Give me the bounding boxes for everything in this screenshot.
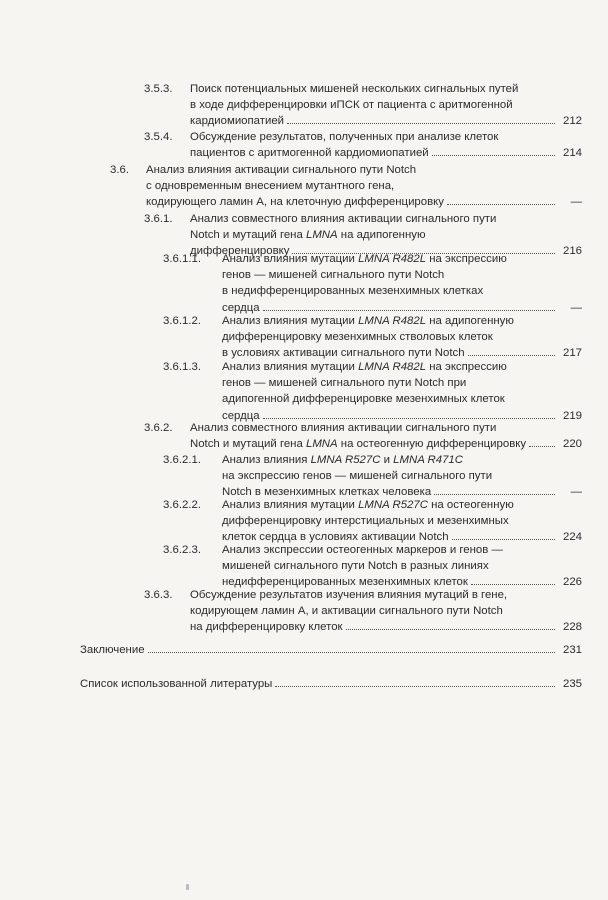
toc-number: 3.6.1.3. xyxy=(163,361,201,373)
toc-page-number: — xyxy=(570,196,582,209)
gene-name: LMNA xyxy=(305,229,338,242)
toc-number: 3.6.2.3. xyxy=(163,544,201,556)
toc-entry-3-6 xyxy=(110,162,582,211)
toc-text-line: дифференцировку интерстициальных и мезенхимных xyxy=(222,515,509,528)
toc-text-line: с одновременным внесением мутантного гена, xyxy=(146,180,395,193)
dot-leader xyxy=(287,123,555,124)
toc-number: 3.6.2.2. xyxy=(163,499,201,511)
gene-name: LMNA xyxy=(305,438,338,451)
toc-number: 3.6.1.1. xyxy=(163,253,201,265)
toc-text-line: Анализ совместного влияния активации сигнального пути xyxy=(190,213,497,225)
toc-number: 3.6.1.2. xyxy=(163,315,201,327)
toc-text-line: на остеогенную дифференцировку xyxy=(337,438,527,451)
dot-leader xyxy=(529,446,555,447)
toc-text-line: Поиск потенциальных мишеней нескольких сигнальных путей xyxy=(190,83,519,95)
dot-leader xyxy=(434,494,555,495)
toc-text-line: на экспрессию xyxy=(426,361,507,373)
dot-leader xyxy=(432,155,555,156)
toc-text-line: Notch и мутаций гена xyxy=(190,229,306,242)
toc-text-line: генов — мишеней сигнального пути Notch при xyxy=(222,377,467,390)
toc-entry-3-5-3 xyxy=(144,81,582,130)
toc-text-line: Анализ влияния активации сигнального пути Notch xyxy=(146,164,417,176)
toc-text-line: пациентов с аритмогенной кардиомиопатией xyxy=(190,147,429,160)
toc-text-line: мишеней сигнального пути Notch в разных линиях xyxy=(222,560,489,573)
toc-text-line: Список использованной литературы xyxy=(80,678,273,690)
toc-text-line: на экспрессию xyxy=(426,253,507,265)
toc-text-line: сердца xyxy=(222,301,260,314)
toc-entry-3-6-1-1 xyxy=(163,251,582,316)
toc-text-line: адипогенной дифференцировке мезенхимных клеток xyxy=(222,393,505,406)
toc-text-line: Заключение xyxy=(80,644,145,656)
toc-text-line: в ходе дифференцировки иПСК от пациента с аритмогенной xyxy=(190,99,513,112)
toc-page-number: 224 xyxy=(562,531,582,544)
toc-text-line: в условиях активации сигнального пути Notch xyxy=(222,347,465,360)
toc-text-line: генов — мишеней сигнального пути Notch xyxy=(222,269,445,282)
dot-leader xyxy=(452,539,555,540)
dot-leader xyxy=(263,418,555,419)
toc-text-line: Анализ экспрессии остеогенных маркеров и генов — xyxy=(222,544,503,556)
toc-text-line: Notch в мезенхимных клетках человека xyxy=(222,486,432,499)
toc-number: 3.6.2. xyxy=(144,422,173,434)
toc-text-line: Анализ влияния мутации xyxy=(222,253,359,265)
toc-page-number: 212 xyxy=(562,115,582,128)
toc-text-line: кодирующего ламин А, на клеточную дифференцировку xyxy=(146,196,444,209)
dot-leader xyxy=(148,652,555,653)
gene-name: LMNA R471C xyxy=(393,454,463,466)
gene-name: LMNA R527C xyxy=(310,454,381,466)
toc-number: 3.5.3. xyxy=(144,83,173,95)
toc-text-line: на адипогенную xyxy=(426,315,514,327)
gene-name: LMNA R482L xyxy=(358,315,427,327)
toc-text-line: на остеогенную xyxy=(427,499,514,511)
toc-entry-3-6-2-2 xyxy=(163,497,582,546)
dot-leader xyxy=(468,355,555,356)
toc-text-line: дифференцировку мезенхимных стволовых клеток xyxy=(222,331,493,344)
toc-text-line: на дифференцировку клеток xyxy=(190,621,343,634)
gene-name: LMNA R527C xyxy=(358,499,428,511)
toc-entry-3-6-2 xyxy=(144,420,582,452)
dot-leader xyxy=(275,686,555,687)
toc-page-number: 226 xyxy=(562,576,582,589)
dot-leader xyxy=(346,629,555,630)
toc-text-line: Обсуждение результатов, полученных при анализе клеток xyxy=(190,131,499,143)
toc-page-number: 214 xyxy=(562,147,582,160)
toc-text-line: кодирующем ламин А, и активации сигнального пути Notch xyxy=(190,605,503,618)
toc-number: 3.6.1. xyxy=(144,213,173,225)
toc-page-number: 219 xyxy=(562,409,582,422)
toc-text-line: на экспрессию генов — мишеней сигнального пути xyxy=(222,470,493,483)
print-speck xyxy=(186,884,189,890)
toc-entry-3-6-2-3 xyxy=(163,542,582,591)
toc-page-number: 217 xyxy=(562,347,582,360)
toc-text-line: клеток сердца в условиях активации Notch xyxy=(222,531,449,544)
toc-text-line: сердца xyxy=(222,409,260,422)
toc-text-line: дифференцировку xyxy=(190,245,290,258)
toc-text-line: Анализ влияния мутации xyxy=(222,361,359,373)
toc-number: 3.6. xyxy=(110,164,129,176)
dot-leader xyxy=(263,310,555,311)
toc-entry-references xyxy=(80,676,582,692)
toc-page-number: 220 xyxy=(562,438,582,451)
toc-entry-3-6-3 xyxy=(144,587,582,636)
toc-text-line: кардиомиопатией xyxy=(190,115,285,128)
toc-page-number: 228 xyxy=(562,621,582,634)
toc-page-number: — xyxy=(570,486,582,499)
toc-text-line: в недифференцированных мезенхимных клетках xyxy=(222,285,484,298)
toc-text-line: Анализ влияния xyxy=(222,454,311,466)
toc-page-number: — xyxy=(570,301,582,314)
toc-text-line: Notch и мутаций гена xyxy=(190,438,306,451)
toc-text-line: на адипогенную xyxy=(337,229,426,242)
toc-page-number: 235 xyxy=(562,678,582,690)
toc-entry-3-6-1-2 xyxy=(163,313,582,362)
toc-text-line: Анализ влияния мутации xyxy=(222,499,359,511)
toc-number: 3.6.3. xyxy=(144,589,173,601)
toc-page-number: 216 xyxy=(562,245,582,258)
toc-text-line: Обсуждение результатов изучения влияния мутаций в гене, xyxy=(190,589,508,601)
dot-leader xyxy=(471,584,555,585)
toc-text-line: и xyxy=(380,454,394,466)
toc-text-line: недифференцированных мезенхимных клеток xyxy=(222,576,468,589)
toc-entry-3-6-1-3 xyxy=(163,359,582,424)
toc-text-line: Анализ совместного влияния активации сигнального пути xyxy=(190,422,497,434)
toc-entry-conclusion xyxy=(80,642,582,658)
gene-name: LMNA R482L xyxy=(358,253,427,265)
gene-name: LMNA R482L xyxy=(358,361,427,373)
toc-entry-3-6-2-1 xyxy=(163,452,582,501)
toc-text-line: Анализ влияния мутации xyxy=(222,315,359,327)
toc-number: 3.5.4. xyxy=(144,131,173,143)
toc-number: 3.6.2.1. xyxy=(163,454,201,466)
dot-leader xyxy=(447,204,555,205)
toc-page-number: 231 xyxy=(562,644,582,656)
toc-entry-3-5-4 xyxy=(144,129,582,161)
